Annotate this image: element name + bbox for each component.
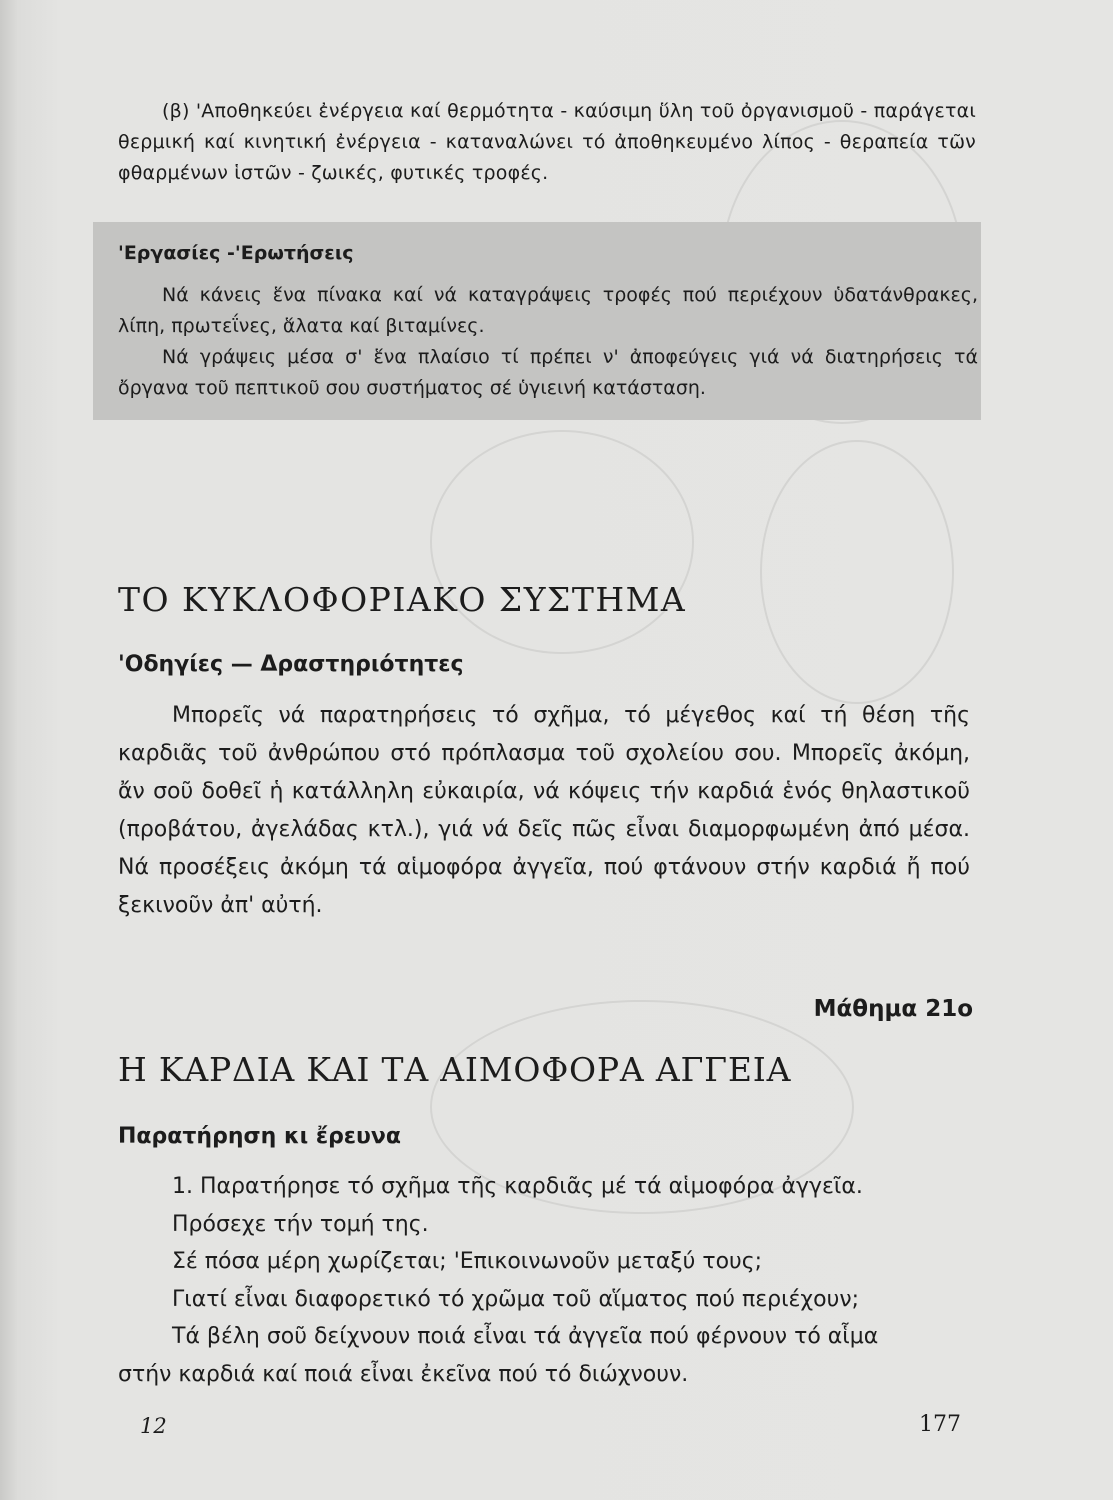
observation-list xyxy=(118,1168,970,1393)
lesson-label: Μάθημα 21ο xyxy=(813,996,973,1022)
exercise-item: Νά κάνεις ἕνα πίνακα καί νά καταγράψεις τροφές πού περιέχουν ὑδατάνθρακες, λίπη, πρωτεΐνες, ἅλατα καί βιταμίνες. xyxy=(118,284,978,337)
observation-line: 1. Παρατήρησε τό σχῆμα τῆς καρδιᾶς μέ τά αἱμοφόρα ἀγγεῖα. xyxy=(172,1174,863,1199)
lesson-title: Η ΚΑΡΔΙΑ ΚΑΙ ΤΑ ΑΙΜΟΦΟΡΑ ΑΓΓΕΙΑ xyxy=(118,1050,792,1089)
observation-line: Τά βέλη σοῦ δείχνουν ποιά εἶναι τά ἀγγεῖα πού φέρνουν τό αἷμα xyxy=(172,1324,879,1349)
intro-paragraph xyxy=(118,96,976,189)
signature-mark: 12 xyxy=(140,1414,167,1438)
intro-text: (β) 'Αποθηκεύει ἐνέργεια καί θερμότητα - καύσιμη ὕλη τοῦ ὀργανισμοῦ - παράγεται θερμική καί κινητική ἐνέργεια - καταναλώνει τό ἀποθηκευμένο λίπος - θεραπεία τῶν φθαρμένων ἱστῶν - ζωικές, φυτικές τροφές. xyxy=(118,100,976,184)
exercise-item: Νά γράψεις μέσα σ' ἕνα πλαίσιο τί πρέπει ν' ἀποφεύγεις γιά νά διατηρήσεις τά ὄργανα τοῦ πεπτικοῦ σου συστήματος σέ ὑγιεινή κατάσταση. xyxy=(118,346,978,399)
observation-line: Γιατί εἶναι διαφορετικό τό χρῶμα τοῦ αἵματος πού περιέχουν; xyxy=(172,1286,860,1312)
section-title: ΤΟ ΚΥΚΛΟΦΟΡΙΑΚΟ ΣΥΣΤΗΜΑ xyxy=(118,580,687,619)
observation-line: Πρόσεχε τήν τομή της. xyxy=(172,1211,429,1237)
observation-line: στήν καρδιά καί ποιά εἶναι ἐκεῖνα πού τό διώχνουν. xyxy=(118,1361,689,1387)
exercises-title: 'Εργασίες -'Ερωτήσεις xyxy=(118,242,354,264)
lesson-subtitle: Παρατήρηση κι ἔρευνα xyxy=(118,1124,402,1149)
observation-line: Σέ πόσα μέρη χωρίζεται; 'Επικοινωνοῦν μεταξύ τους; xyxy=(172,1249,763,1274)
exercises-body xyxy=(118,280,978,404)
bleed-through-shape xyxy=(760,440,954,704)
page-number: 177 xyxy=(919,1412,961,1437)
section-body xyxy=(118,697,970,925)
section-paragraph: Μπορεῖς νά παρατηρήσεις τό σχῆμα, τό μέγεθος καί τή θέση τῆς καρδιᾶς τοῦ ἀνθρώπου στό πρόπλασμα τοῦ σχολείου σου. Μπορεῖς ἀκόμη, ἄν σοῦ δοθεῖ ἡ κατάλληλη εὐκαιρία, νά κόψεις τήν καρδιά ἑνός θηλαστικοῦ (προβάτου, ἀγελάδας κτλ.), γιά νά δεῖς πῶς εἶναι διαμορφωμένη ἀπό μέσα. Νά προσέξεις ἀκόμη τά αἱμοφόρα ἀγγεῖα, πού φτάνουν στήν καρδιά ἤ πού ξεκινοῦν ἀπ' αὐτή. xyxy=(118,703,970,918)
section-subtitle: 'Οδηγίες — Δραστηριότητες xyxy=(118,652,464,677)
bleed-through-shape xyxy=(430,430,694,654)
